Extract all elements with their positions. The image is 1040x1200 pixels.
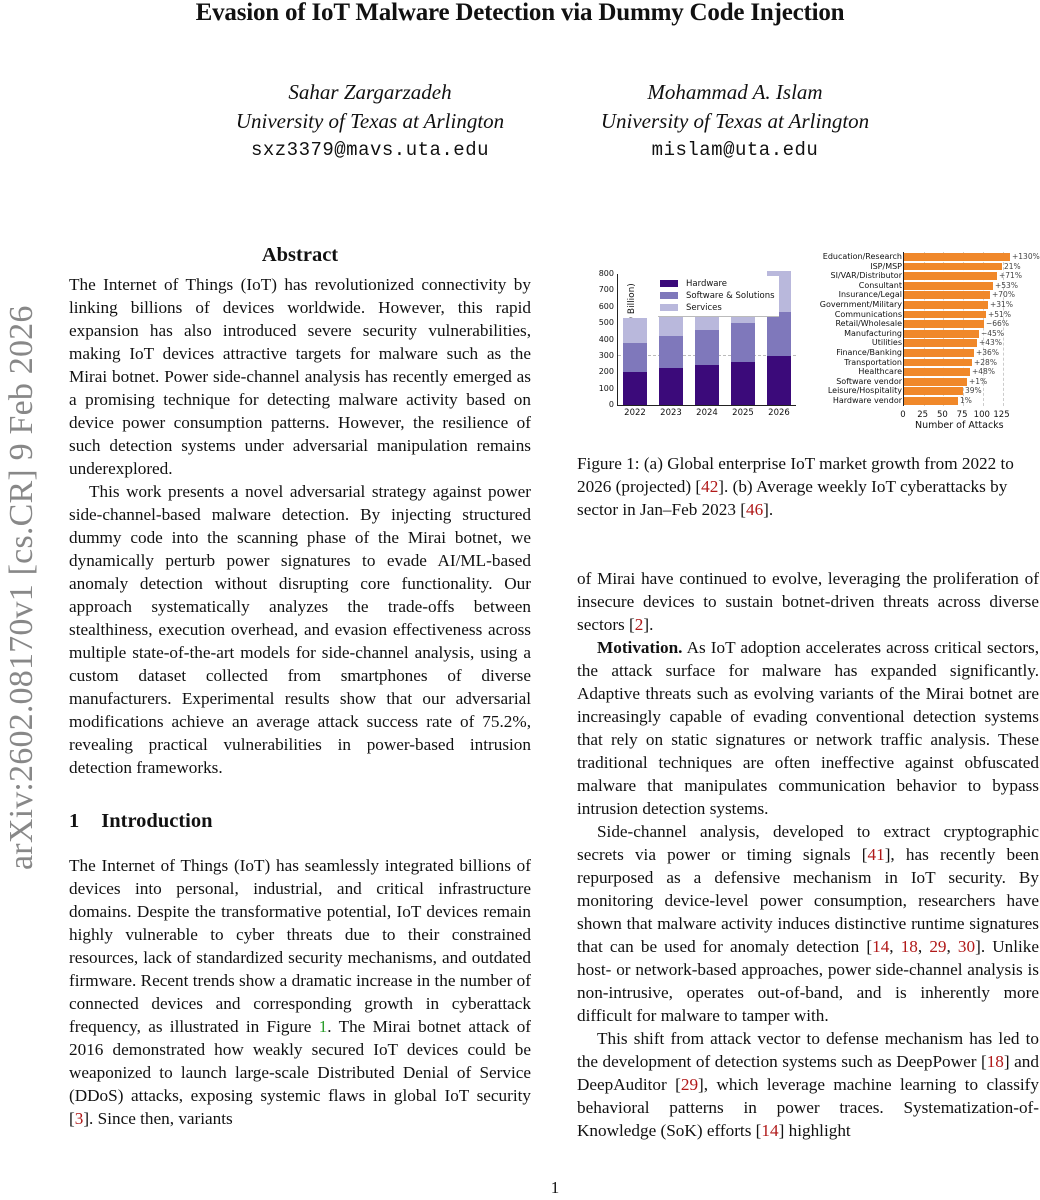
left-column <box>69 242 531 1130</box>
section-heading-introduction <box>69 808 531 834</box>
bar-label: Hardware vendor <box>832 396 902 405</box>
chart-legend <box>658 276 779 317</box>
bar <box>904 272 997 280</box>
bar-label: Insurance/Legal <box>838 290 902 300</box>
bar-row <box>806 358 1040 368</box>
bar-label: Education/Research <box>822 252 902 261</box>
figure-1b-chart <box>805 252 1040 432</box>
bar-annotation: −45% <box>981 328 1004 338</box>
citation-link[interactable]: 29 <box>680 1075 699 1094</box>
bar-row <box>806 329 1040 339</box>
bar-2023 <box>659 307 683 405</box>
plot-area <box>598 269 796 418</box>
y-tick: 0 <box>608 400 614 409</box>
text: ]. <box>643 615 654 634</box>
bar-label: Retail/Wholesale <box>835 319 902 329</box>
bar <box>904 311 986 319</box>
bar-annotation: +51% <box>988 309 1011 319</box>
intro-paragraph-1-cont <box>577 567 1039 636</box>
bar-annotation: +1% <box>969 376 988 386</box>
text: The Internet of Things (IoT) has seamlessly integrated billions of devices into personal, industrial, and critical infrastructure domains. Despite the transformative potential, IoT devices remain highly vulnerable to cyber threats due to their constrained resources, lack of standardized security mechanisms, and outdated firmware. Recent trends show a dramatic increase in the number of connected devices and corresponding growth in cyberattack frequency, as illustrated in Figure <box>69 856 531 1036</box>
bar-annotation: 1% <box>960 396 972 405</box>
bar-label: SI/VAR/Distributor <box>830 271 902 281</box>
citation-link[interactable]: 42 <box>701 477 719 496</box>
x-tick: 0 <box>900 410 906 420</box>
x-tick: 25 <box>917 410 929 420</box>
segment-hardware <box>767 356 791 405</box>
text: . The Mirai botnet attack of 2016 demonstrated how weakly secured IoT devices could be weaponized to launch large-scale Distributed Denial of Service (DDoS) attacks, exposing systemic flaws in global IoT security [ <box>69 1017 532 1128</box>
text: ]. <box>763 500 774 519</box>
author-affiliation: University of Texas at Arlington <box>600 109 870 133</box>
arxiv-stamp[interactable]: arXiv:2602.08170v1 [cs.CR] 9 Feb 2026 <box>3 305 40 870</box>
text: ] and DeepAuditor [ <box>577 1052 1039 1094</box>
legend-item-software <box>660 290 775 302</box>
text: Figure 1: (a) Global enterprise IoT market growth from 2022 to 2026 (projected) [ <box>577 454 1014 496</box>
author-name: Sahar Zargarzadeh <box>288 80 452 104</box>
bar-row <box>806 348 1040 358</box>
author-email[interactable]: sxz3379@mavs.uta.edu <box>250 139 490 161</box>
section-number: 1 <box>69 810 80 832</box>
bar <box>904 291 990 299</box>
x-tick: 100 <box>973 410 990 420</box>
text: ], has recently been repurposed as a defensive mechanism in IoT security. By monitoring device-level power consumption, researchers have shown that malware activity induces distinctive runtime signatures that can be used for anomaly detection [ <box>577 845 1039 956</box>
bar-row <box>806 319 1040 329</box>
bar-annotation: +71% <box>999 271 1022 281</box>
run-in-heading: Motivation. <box>597 638 683 657</box>
y-tick: 400 <box>598 334 614 344</box>
segment-software <box>767 312 791 356</box>
author-name: Mohammad A. Islam <box>647 80 823 104</box>
x-axis-label: Number of Attacks <box>915 420 1004 431</box>
segment-services <box>623 318 647 343</box>
bar <box>904 349 974 357</box>
legend-swatch <box>660 292 678 299</box>
y-tick: 300 <box>598 350 614 360</box>
bar-row <box>806 290 1040 300</box>
y-tick: 200 <box>598 367 614 377</box>
segment-software <box>695 330 719 365</box>
author-email[interactable]: mislam@uta.edu <box>651 139 819 161</box>
bar-row <box>806 281 1040 291</box>
citation-link[interactable]: 30 <box>957 937 976 956</box>
legend-label: Services <box>686 303 722 313</box>
citation-link[interactable]: 46 <box>745 500 764 519</box>
bar-row <box>806 396 1040 406</box>
citation-link[interactable]: 14 <box>872 937 890 956</box>
text: As IoT adoption accelerates across critical sectors, the attack surface for malware has expanded significantly. Adaptive threats such as evolving variants of the Mirai botnet are increasingly capable of evading conventional detection systems that rely on static signatures or network traffic analysis. These traditional techniques are often ineffective against obfuscated malware that manipulates communication behavior to bypass intrusion detection systems. <box>577 638 1039 818</box>
y-tick: 100 <box>598 383 614 393</box>
bar <box>904 320 984 328</box>
legend-label: Hardware <box>686 279 728 289</box>
abstract-heading: Abstract <box>261 244 339 266</box>
text: ]. Unlike host- or network-based approaches, power side-channel analysis is non-intrusive, operates out-of-band, and is inherently more difficult for malware to tamper with. <box>577 937 1040 1025</box>
segment-hardware <box>731 362 755 406</box>
x-tick: 2025 <box>732 408 754 418</box>
intro-paragraph-3: Side-channel analysis, developed to extract cryptographic secrets via power or timing signals [41], has recently been repurposed as a defensive mechanism in IoT security. By monitoring device-level power consumption, researchers have shown that malware activity induces distinctive runtime signatures that can be used for anomaly detection [14, 18, 29, 30]. Unlike host- or network-based approaches, power side-channel analysis is non-intrusive, operates out-of-band, and is inherently more difficult for malware to tamper with. <box>577 822 1040 1025</box>
bar <box>904 263 1002 271</box>
bar-row <box>806 386 1040 396</box>
citation-link[interactable]: 18 <box>986 1052 1004 1071</box>
bar-label: Finance/Banking <box>836 348 902 357</box>
bar <box>904 339 977 347</box>
bar-label: Consultant <box>858 280 902 290</box>
intro-paragraph-1 <box>69 854 531 1130</box>
bar <box>904 253 1010 261</box>
bar-annotation: +28% <box>974 357 997 367</box>
bar <box>904 387 963 395</box>
motivation-paragraph <box>577 636 1039 820</box>
bar-annotation: 39% <box>965 386 982 396</box>
bar-annotation: −66% <box>986 319 1009 329</box>
x-tick: 2026 <box>768 408 790 418</box>
bar-annotation: +48% <box>972 367 995 377</box>
bar-label: Transportation <box>844 357 902 367</box>
segment-software <box>623 343 647 373</box>
bar-label: Government/Military <box>819 300 902 309</box>
legend-item-hardware <box>660 278 775 290</box>
bar <box>904 397 958 405</box>
text: Side-channel analysis, developed to extract cryptographic secrets via power or timing signals [ <box>577 822 1039 864</box>
plot-area <box>819 252 1040 406</box>
right-column <box>577 567 1039 1142</box>
section-title: Introduction <box>101 810 213 832</box>
bar-label: Software vendor <box>836 376 902 386</box>
legend-swatch <box>660 304 678 311</box>
citation-link[interactable]: 3 <box>74 1109 84 1128</box>
citation-link[interactable]: 41 <box>867 845 885 864</box>
bar-annotation: +70% <box>992 290 1015 300</box>
abstract-paragraph-1: The Internet of Things (IoT) has revolutionized connectivity by linking billions of devices worldwide. However, this rapid expansion has also introduced severe security vulnerabilities, making IoT devices attractive targets for malware such as the Mirai botnet. Power side-channel analysis has recently emerged as a promising technique for detecting malware activity based on device power consumption patterns. However, the resilience of such detection systems under adversarial manipulation remains underexplored. <box>69 275 531 478</box>
intro-paragraph-4 <box>577 1027 1039 1142</box>
segment-hardware <box>659 368 683 405</box>
segment-hardware <box>695 365 719 405</box>
author-block-1 <box>190 78 550 165</box>
bar-annotation: +31% <box>990 300 1013 309</box>
bar-annotation: +130% <box>1012 252 1040 261</box>
bar <box>904 330 979 338</box>
x-tick: 2024 <box>696 408 718 418</box>
author-block-2 <box>555 78 915 165</box>
legend-item-services <box>660 302 775 314</box>
x-tick: 125 <box>993 410 1010 420</box>
y-tick: 600 <box>598 301 614 311</box>
text: ] highlight <box>778 1121 851 1140</box>
text: This shift from attack vector to defense mechanism has led to the development of detection systems such as DeepPower [ <box>577 1029 1039 1071</box>
y-tick: 700 <box>598 285 614 295</box>
bar-annotation: +53% <box>995 280 1018 290</box>
x-tick: 2023 <box>660 408 682 418</box>
bar-row <box>806 310 1040 320</box>
bar-label: Utilities <box>871 338 902 348</box>
author-affiliation: University of Texas at Arlington <box>235 109 505 133</box>
text: ]. Since then, variants <box>83 1109 233 1128</box>
text: of Mirai have continued to evolve, leveraging the proliferation of insecure devices to sustain botnet-driven threats across diverse sectors [ <box>577 569 1039 634</box>
segment-software <box>731 323 755 362</box>
figure-ref-link[interactable]: 1 <box>318 1017 328 1036</box>
bar-row <box>806 262 1040 272</box>
figure-1-caption <box>577 452 1039 521</box>
citation-link[interactable]: 14 <box>761 1121 779 1140</box>
citation-link[interactable]: 2 <box>634 615 644 634</box>
bar <box>904 359 972 367</box>
figure-1a-chart <box>580 268 795 418</box>
bar <box>904 378 967 386</box>
abstract-paragraph-2: This work presents a novel adversarial strategy against power side-channel-based malware detection. By injecting structured dummy code into the scanning phase of the Mirai botnet, we dynamically perturb power signatures to evade AI/ML-based anomaly detection without disrupting core functionality. Our approach systematically analyzes the trade-offs between stealthiness, execution overhead, and evasion effectiveness across multiple state-of-the-art models for side-channel analysis, using a custom dataset collected from smartphones of diverse manufacturers. Experimental results show that our adversarial modifications achieve an average attack success rate of 75.2%, revealing practical vulnerabilities in power-based intrusion detection frameworks. <box>69 482 531 777</box>
bar-row <box>806 377 1040 387</box>
bar-row <box>806 300 1040 310</box>
paper-title: Evasion of IoT Malware Detection via Dummy Code Injection <box>195 0 845 26</box>
bar-row <box>806 252 1040 262</box>
citation-link[interactable]: 29 <box>929 937 947 956</box>
bar-annotation: +36% <box>976 348 999 357</box>
bar-label: Leisure/Hospitality <box>827 386 902 396</box>
segment-software <box>659 336 683 368</box>
y-tick: 800 <box>598 269 614 278</box>
bar-row <box>806 271 1040 281</box>
x-tick: 2022 <box>624 408 646 418</box>
bar-annotation: 21% <box>1004 261 1021 271</box>
segment-hardware <box>623 372 647 405</box>
bar-label: Manufacturing <box>844 328 902 338</box>
bar <box>904 282 993 290</box>
x-tick: 50 <box>936 410 948 420</box>
bar-label: Communications <box>834 309 902 319</box>
y-tick: 500 <box>598 318 614 328</box>
bar-2022 <box>623 318 647 405</box>
legend-swatch <box>660 280 678 287</box>
bar-label: ISP/MSP <box>870 261 902 271</box>
text: ], which leverage machine learning to classify behavioral patterns in power traces. Systematization-of-Knowledge (SoK) efforts [ <box>577 1075 1039 1140</box>
citation-link[interactable]: 18 <box>900 937 918 956</box>
bar <box>904 301 988 309</box>
text: ]. (b) Average weekly IoT cyberattacks by sector in Jan–Feb 2023 [ <box>577 477 1008 519</box>
bar-row <box>806 367 1040 377</box>
page-number: 1 <box>550 1178 560 1197</box>
x-tick: 75 <box>956 410 968 420</box>
bar <box>904 368 970 376</box>
bar-label: Healthcare <box>858 367 902 377</box>
legend-label: Software & Solutions <box>686 291 775 301</box>
bar-annotation: +43% <box>979 338 1002 348</box>
bar-row <box>806 338 1040 348</box>
